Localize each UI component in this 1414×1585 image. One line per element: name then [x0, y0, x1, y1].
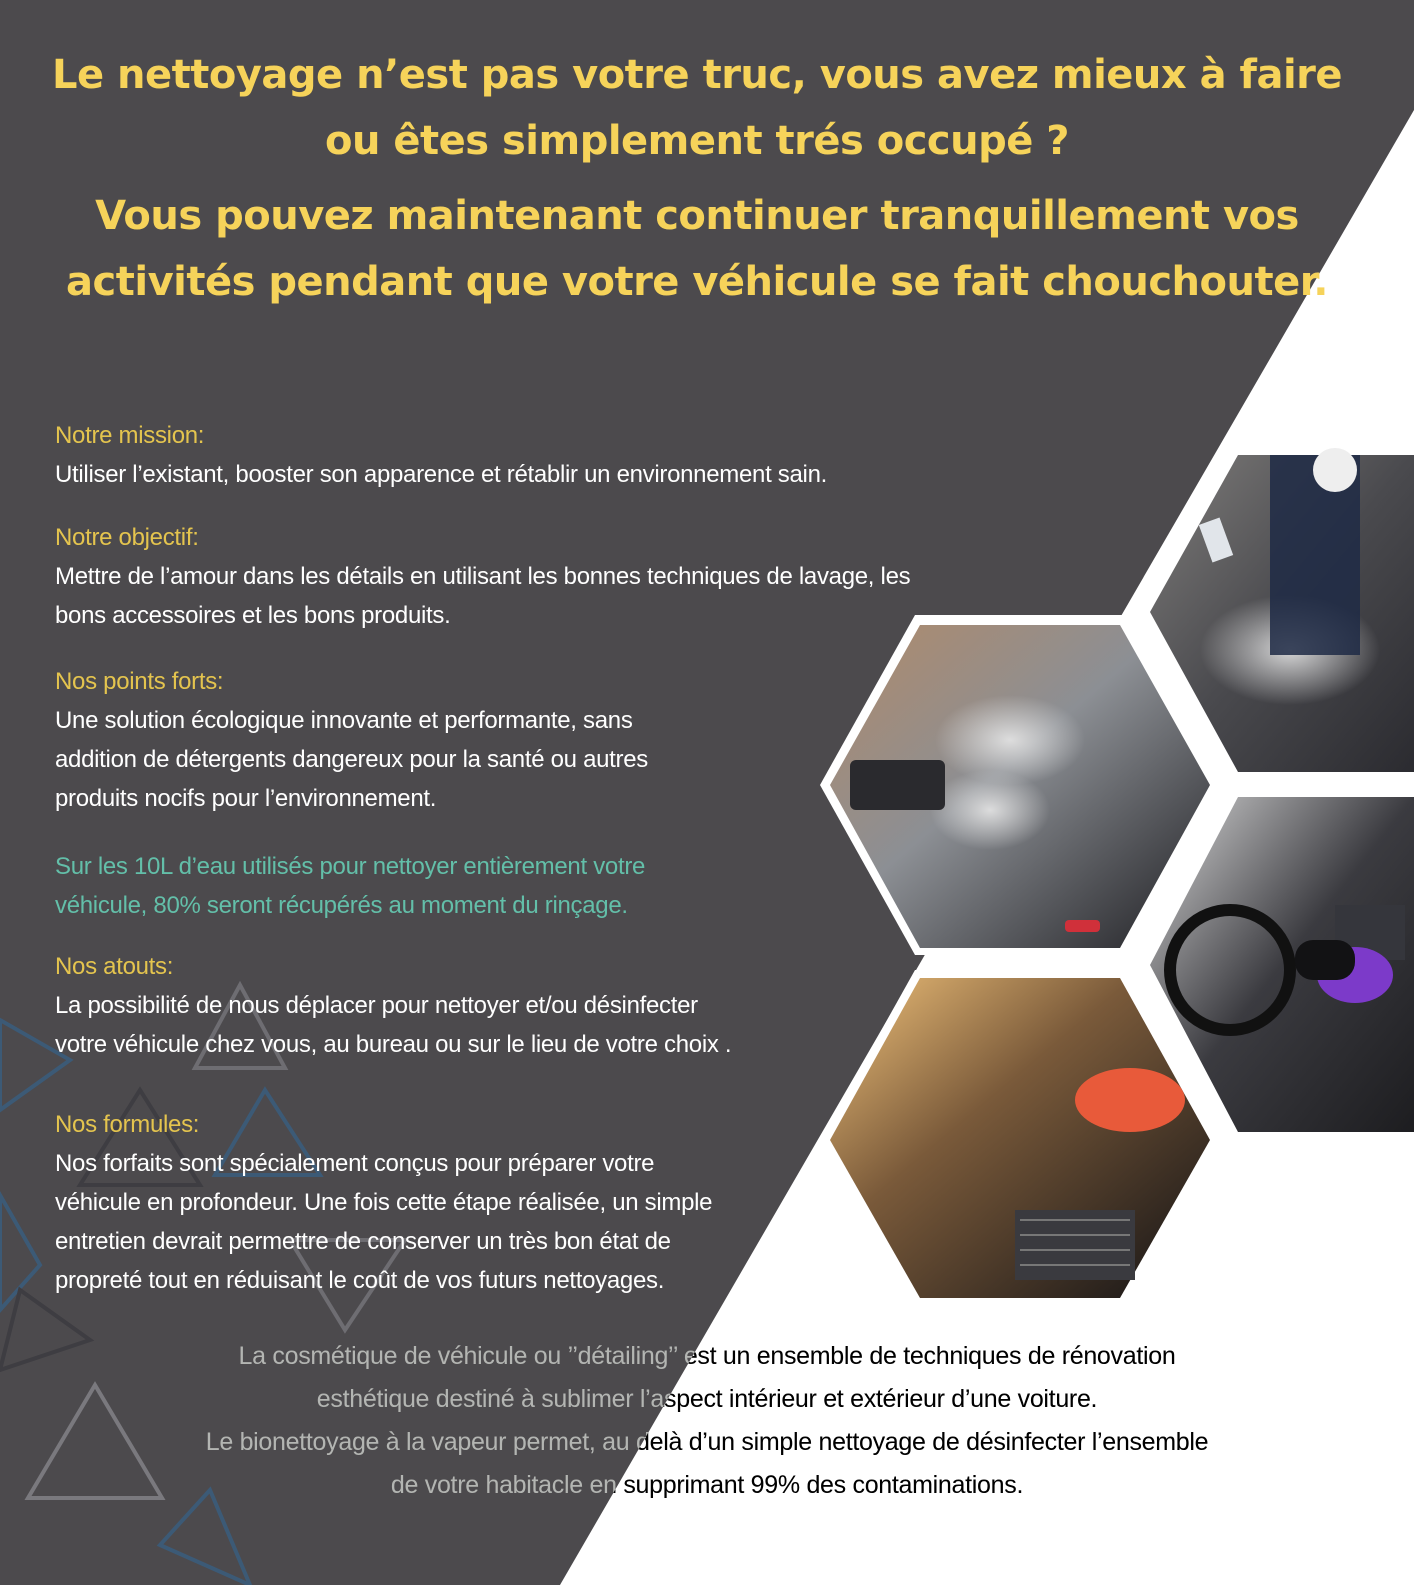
- photo-hood-polish: [820, 970, 1220, 1303]
- formules-text: Nos forfaits sont spécialement conçus pour préparer votre véhicule en profondeur. Une fois cette étape réalisée, un simple entretien devrait permettre de conserver un très bon état de propreté tout en réduisant le coût de vos futurs nettoyages.: [55, 1150, 713, 1294]
- atouts-label: Nos atouts:: [55, 953, 174, 980]
- headline-answer: Vous pouvez maintenant continuer tranquillement vos activités pendant que votre véhicule se fait chouchouter.: [66, 193, 1328, 305]
- photo-steam-console: [820, 615, 1220, 955]
- objectif-label: Notre objectif:: [55, 524, 199, 551]
- headline-question: Le nettoyage n’est pas votre truc, vous avez mieux à faire ou êtes simplement trés occupé ?: [51, 52, 1343, 164]
- formules-label: Nos formules:: [55, 1111, 200, 1138]
- bottom-line-1: La cosmétique de véhicule ou ’’détailing’’ est un ensemble de techniques de rénovation: [238, 1342, 1176, 1370]
- bottom-line-4: de votre habitacle en supprimant 99% des contaminations.: [390, 1471, 1024, 1499]
- section-points-forts: [55, 662, 648, 818]
- mission-label: Notre mission:: [55, 422, 205, 449]
- eau-text: Sur les 10L d’eau utilisés pour nettoyer entièrement votre véhicule, 80% seront récupérés au moment du rinçage.: [55, 853, 646, 919]
- atouts-text: La possibilité de nous déplacer pour nettoyer et/ou désinfecter votre véhicule chez vous, au bureau ou sur le lieu de votre choix .: [55, 992, 732, 1058]
- section-objectif: [55, 518, 910, 635]
- section-atouts: [55, 947, 731, 1064]
- objectif-text: Mettre de l’amour dans les détails en utilisant les bonnes techniques de lavage, les bons accessoires et les bons produits.: [55, 563, 911, 629]
- section-eau: [55, 847, 645, 925]
- bottom-paragraph: [40, 1335, 1374, 1507]
- bottom-line-2: esthétique destiné à sublimer l’aspect intérieur et extérieur d’une voiture.: [316, 1385, 1098, 1413]
- points-forts-text: Une solution écologique innovante et performante, sans addition de détergents dangereux pour la santé ou autres produits nocifs pour l’environnement.: [55, 707, 648, 812]
- section-mission: [55, 416, 827, 494]
- section-formules: [55, 1105, 712, 1300]
- bottom-line-3: Le bionettoyage à la vapeur permet, au delà d’un simple nettoyage de désinfecter l’ensemble: [205, 1428, 1209, 1456]
- points-forts-label: Nos points forts:: [55, 668, 224, 695]
- mission-text: Utiliser l’existant, booster son apparence et rétablir un environnement sain.: [55, 461, 827, 488]
